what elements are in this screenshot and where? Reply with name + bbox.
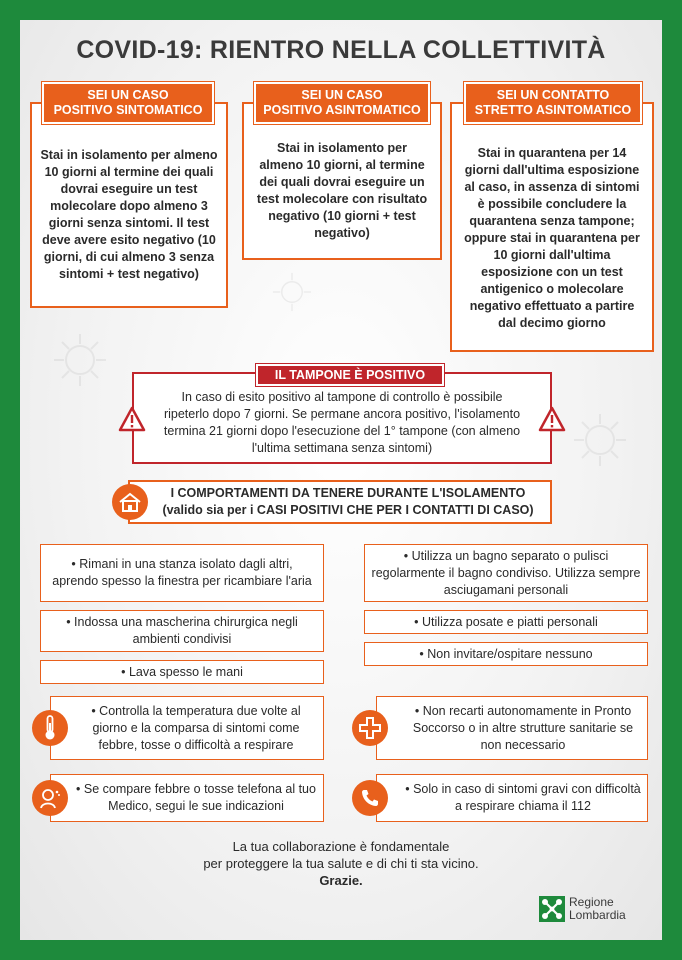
logo-line2: Lombardia bbox=[569, 908, 626, 922]
case-symptomatic-label-line2: POSITIVO SINTOMATICO bbox=[53, 103, 203, 117]
rule-surgical-mask: • Indossa una mascherina chirurgica negli ambienti condivisi bbox=[40, 610, 324, 652]
rule-call-doctor: • Se compare febbre o tosse telefona al tuo Medico, segui le sue indicazioni bbox=[50, 774, 324, 822]
warning-icon bbox=[118, 406, 146, 432]
first-aid-cross-icon bbox=[352, 710, 388, 746]
case-asymptomatic-label-line1: SEI UN CASO bbox=[301, 88, 383, 102]
case-asymptomatic-box bbox=[242, 102, 442, 260]
rule-personal-cutlery: • Utilizza posate e piatti personali bbox=[364, 610, 648, 634]
virus-decoration-icon bbox=[270, 270, 314, 314]
case-symptomatic-text: Stai in isolamento per almeno 10 giorni al termine dei quali dovrai eseguire un test molecolare dopo almeno 3 giorni senza sintomi. Il test deve avere esito negativo (10 giorni, di cui almeno 3 senza sintomi + test negativo) bbox=[40, 148, 218, 281]
case-asymptomatic-text: Stai in isolamento per almeno 10 giorni, al termine dei quali dovrai eseguire un test molecolare con risultato negativo (10 giorni + test negativo) bbox=[256, 141, 428, 240]
rule-no-guests: • Non invitare/ospitare nessuno bbox=[364, 642, 648, 666]
regione-lombardia-logo bbox=[539, 896, 626, 922]
footer-message bbox=[20, 838, 662, 889]
house-icon bbox=[112, 484, 148, 520]
virus-decoration-icon bbox=[570, 410, 630, 470]
positive-test-text: In caso di esito positivo al tampone di controllo è possibile ripeterlo dopo 7 giorni. Se permane ancora positivo, l'isolamento termina 21 giorni dopo l'esecuzione del 1° tampone (con almeno l'ultima settimana senza sintomi) bbox=[163, 390, 521, 455]
case-contact-label-line2: STRETTO ASINTOMATICO bbox=[474, 103, 632, 117]
warning-icon bbox=[538, 406, 566, 432]
case-contact-label-line1: SEI UN CONTATTO bbox=[496, 88, 610, 102]
behaviours-heading-line2: (valido sia per i CASI POSITIVI CHE PER I CONTATTI DI CASO) bbox=[162, 503, 534, 517]
regione-lombardia-logo-text bbox=[569, 896, 626, 922]
rule-isolated-room: • Rimani in una stanza isolato dagli altri, aprendo spesso la finestra per ricambiare l'aria bbox=[40, 544, 324, 602]
case-contact-box bbox=[450, 102, 654, 352]
sick-person-icon bbox=[32, 780, 68, 816]
thermometer-icon bbox=[32, 710, 68, 746]
logo-line1: Regione bbox=[569, 895, 614, 909]
case-symptomatic-label-line1: SEI UN CASO bbox=[87, 88, 169, 102]
case-asymptomatic-label bbox=[254, 82, 430, 124]
rule-check-temperature: • Controlla la temperatura due volte al giorno e la comparsa di sintomi come febbre, tosse o difficoltà a respirare bbox=[50, 696, 324, 760]
footer-line3: Grazie. bbox=[319, 873, 363, 888]
case-contact-label bbox=[464, 82, 642, 124]
positive-test-label: IL TAMPONE È POSITIVO bbox=[256, 364, 444, 386]
rule-separate-bathroom: • Utilizza un bagno separato o pulisci regolarmente il bagno condiviso. Utilizza sempre asciugamani personali bbox=[364, 544, 648, 602]
behaviours-heading-line1: I COMPORTAMENTI DA TENERE DURANTE L'ISOLAMENTO bbox=[170, 486, 526, 500]
rule-call-112: • Solo in caso di sintomi gravi con difficoltà a respirare chiama il 112 bbox=[376, 774, 648, 822]
poster bbox=[20, 20, 662, 940]
rule-no-emergency-room: • Non recarti autonomamente in Pronto Soccorso o in altre strutture sanitarie se non necessario bbox=[376, 696, 648, 760]
phone-icon bbox=[352, 780, 388, 816]
case-symptomatic-box bbox=[30, 102, 228, 308]
regione-lombardia-logo-icon bbox=[539, 896, 565, 922]
footer-line1: La tua collaborazione è fondamentale bbox=[232, 839, 450, 854]
case-asymptomatic-label-line2: POSITIVO ASINTOMATICO bbox=[263, 103, 421, 117]
behaviours-heading-box bbox=[128, 480, 552, 524]
page-title: COVID-19: RIENTRO NELLA COLLETTIVITÀ bbox=[76, 36, 606, 64]
rule-wash-hands: • Lava spesso le mani bbox=[40, 660, 324, 684]
case-symptomatic-label bbox=[42, 82, 214, 124]
case-contact-text: Stai in quarantena per 14 giorni dall'ultima esposizione al caso, in assenza di sintomi è possibile concludere la quarantena senza tampone; oppure stai in quarantena per 10 giorni dall'ultima esposizione con un test antigenico o molecolare negativo effettuato a partire dal decimo giorno bbox=[464, 145, 640, 330]
virus-decoration-icon bbox=[50, 330, 110, 390]
footer-line2: per proteggere la tua salute e di chi ti sta vicino. bbox=[203, 856, 479, 871]
